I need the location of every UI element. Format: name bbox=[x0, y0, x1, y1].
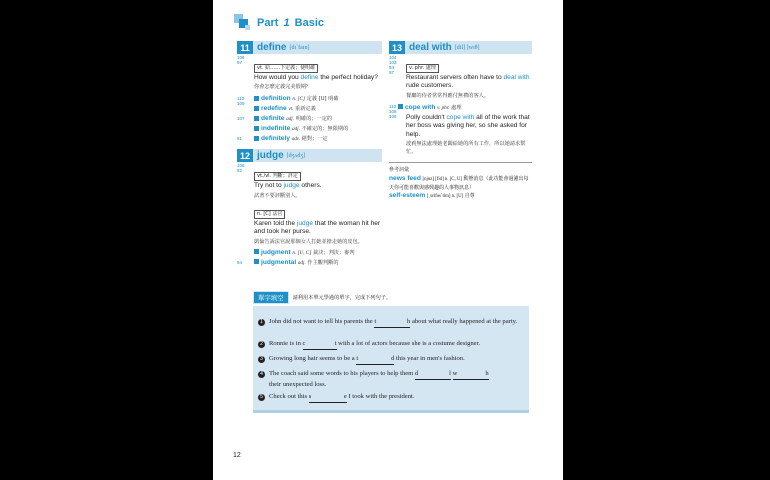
exercise-tag: 單字填空 bbox=[253, 291, 289, 304]
example-translation: 試著不要評斷別人。 bbox=[254, 192, 301, 199]
exercise-sentence: 1 John did not want to tell his parents the t h about what really happened at the party. bbox=[258, 317, 517, 328]
part-of-speech: vt. 給……下定義；使明確 bbox=[254, 64, 318, 73]
example-sentence: Try not to judge others. bbox=[254, 182, 322, 190]
reference-title: 參考詞彙 bbox=[389, 167, 410, 174]
reference-numbers: 106 97 bbox=[237, 55, 245, 65]
example-sentence: Restaurant servers often have to deal with rude customers. bbox=[406, 74, 530, 90]
part-of-speech: n. [C] 法官 bbox=[254, 210, 285, 219]
example-translation: 餐廳的侍者常常得應付無禮的客人。 bbox=[406, 92, 490, 99]
reference-item: self-esteem [ˌsɛlfəsˋtim] n. [U] 自尊 bbox=[389, 192, 475, 200]
derivative-item: indefinite adj. 不確定的；無限期的 bbox=[254, 124, 382, 134]
part-header bbox=[234, 14, 324, 32]
reference-item: news feed [njuz] [fid] n. [C, U] 動態消息（此功能會過濾出每天你可能喜歡與感興趣的人事物訊息） bbox=[389, 175, 529, 192]
exercise-sentence: 3 Growing long hair seems to be a t d this year in men's fashion. bbox=[258, 354, 465, 365]
reference-vocabulary-box bbox=[389, 162, 532, 201]
exercise-header bbox=[253, 291, 391, 304]
reference-numbers: 110 108 106 bbox=[389, 103, 397, 119]
example-translation: 你會怎麼定義完美假期？ bbox=[254, 84, 312, 91]
exercise-sentence: 5 Check out this s e I took with the president. bbox=[258, 392, 415, 403]
part-logo-icon bbox=[234, 14, 252, 32]
derivative-item: redefine vt. 重新定義 bbox=[254, 104, 382, 114]
reference-numbers: 104 103 94 97 bbox=[389, 55, 397, 75]
example-sentence: Karen told the judge that the woman hit her and took her purse. bbox=[254, 219, 381, 236]
derivatives-list bbox=[237, 248, 382, 268]
reference-numbers: 106 92 bbox=[237, 163, 245, 174]
derivative-item: 107 definite adj. 明確的；一定的 bbox=[237, 115, 333, 123]
part-of-speech: vt./vi. 判斷；評定 bbox=[254, 172, 301, 181]
entry-header-judge: 12 judge [dʒʌdʒ] bbox=[237, 149, 382, 162]
example-sentence: Polly couldn't cope with all of the work that her boss was giving her, so she asked for help. bbox=[406, 113, 530, 138]
derivative-item: cope with v. phr. 處理 bbox=[398, 103, 532, 113]
part-of-speech: v. phr. 處理 bbox=[406, 64, 439, 73]
left-column bbox=[237, 41, 382, 268]
exercise-sentence: 4 The coach said some words to his players to help them d l w h their unexpected loss. bbox=[258, 369, 489, 389]
exercise-box bbox=[253, 306, 529, 413]
entry-header-define: 11 define [dɪˋfaɪn] bbox=[237, 41, 382, 54]
derivative-item: 94 judgmental adj. 作主觀判斷的 bbox=[237, 258, 339, 266]
page-number: 12 bbox=[233, 452, 241, 459]
derivatives-list bbox=[237, 94, 382, 144]
entry-header-deal-with: 13 deal with [dil] [wɪθ] bbox=[389, 41, 532, 54]
exercise-sentence: 2 Ronnie is in c t with a lot of actors because she is a costume designer. bbox=[258, 339, 480, 350]
derivative-item: judgment n. [U, C] 裁決；判決；審判 bbox=[254, 248, 382, 258]
textbook-page bbox=[213, 0, 563, 480]
part-title: Part 1 Basic bbox=[257, 17, 325, 29]
derivative-item: 91 definitely adv. 絕對；一定 bbox=[237, 135, 328, 143]
exercise-instruction: 請利用本單元學過的單字，完成下列句子。 bbox=[292, 295, 392, 301]
example-translation: 波莉無法處理她老闆給她的所有工作，所以她請求幫忙。 bbox=[406, 141, 526, 156]
right-column bbox=[389, 41, 532, 201]
example-sentence: How would you define the perfect holiday? bbox=[254, 74, 378, 81]
example-translation: 凱倫告訴法官說那個女人打她並搶走她的皮包。 bbox=[254, 238, 363, 245]
derivative-item: 110 109 definition n. [C] 定義 [U] 明確 bbox=[237, 95, 339, 107]
